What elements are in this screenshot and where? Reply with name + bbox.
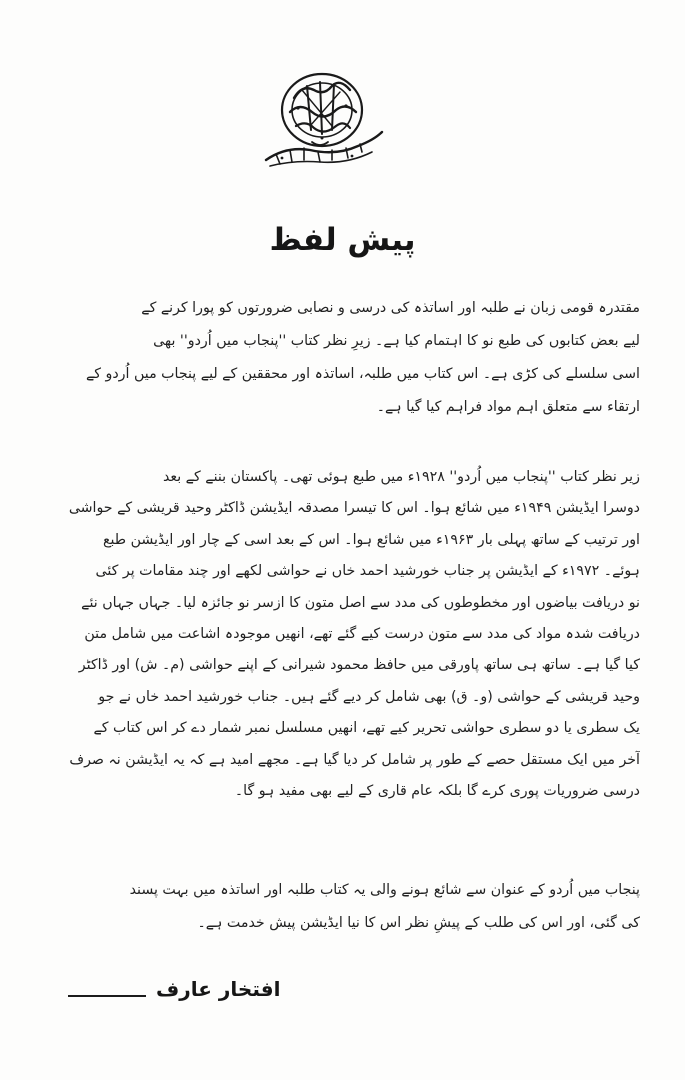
paragraph-line: نو دریافت بیاضوں اور مخطوطوں کی مدد سے اصل متون کا ازسر نو جائزہ لیا۔ جہاں جہاں نئے [81, 594, 640, 611]
paragraph-line: اسی سلسلے کی کڑی ہے۔ اس کتاب میں طلبہ، اساتذہ اور محققین کے لیے پنجاب میں اُردو کے [85, 366, 640, 382]
signature-block [68, 975, 318, 1015]
paragraph-line: اور ترتیب کے ساتھ پہلی بار ۱۹۶۳ء میں شائع ہوا۔ اس کے بعد اسی کے چار اور ایڈیشن طبع [102, 531, 640, 548]
paragraph-2 [62, 462, 640, 807]
signature-dash [68, 995, 146, 997]
calligraphic-seal-icon [252, 68, 392, 178]
paragraph-line: کیا گیا ہے۔ ساتھ ہی ساتھ پاورقی میں حافظ محمود شیرانی کے اپنے حواشی (م۔ ش) اور ڈاکٹر [78, 657, 640, 674]
page-title: پیش لفظ [269, 222, 416, 258]
paragraph-line: آخر میں ایک مستقل حصے کے طور پر شامل کر دیا گیا ہے۔ مجھے امید ہے کہ یہ ایڈیشن نہ صرف [69, 751, 640, 768]
author-signature: افتخار عارف [156, 977, 281, 1001]
paragraph-line: زیر نظر کتاب ''پنجاب میں اُردو'' ۱۹۲۸ء میں طبع ہوئی تھی۔ پاکستان بننے کے بعد [162, 469, 640, 485]
paragraph-3 [62, 874, 640, 940]
paragraph-line: وحید قریشی کے حواشی (و۔ ق) بھی شامل کر دیے گئے ہیں۔ جناب خورشید احمد خاں نے جو [98, 688, 640, 705]
paragraph-line: ارتقاء سے متعلق اہم مواد فراہم کیا گیا ہے۔ [376, 399, 640, 415]
paragraph-line: دوسرا ایڈیشن ۱۹۴۹ء میں شائع ہوا۔ اس کا تیسرا مصدقہ ایڈیشن ڈاکٹر وحید قریشی کے حواشی [68, 500, 640, 517]
paragraph-line: مقتدرہ قومی زبان نے طلبہ اور اساتذہ کی درسی و نصابی ضرورتوں کو پورا کرنے کے [141, 300, 640, 316]
paragraph-1 [62, 292, 640, 424]
paragraph-line: لیے بعض کتابوں کی طبع نو کا اہتمام کیا ہے۔ زیرِ نظر کتاب ''پنجاب میں اُردو'' بھی [153, 333, 640, 349]
paragraph-line: پنجاب میں اُردو کے عنوان سے شائع ہونے والی یہ کتاب طلبہ اور اساتذہ میں بہت پسند [129, 882, 640, 898]
paragraph-line: دریافت شدہ مواد کی مدد سے متون درست کیے گئے تھے، انھیں موجودہ اشاعت میں شامل متن [84, 626, 640, 643]
paragraph-line: کی گئی، اور اس کی طلب کے پیشِ نظر اس کا نیا ایڈیشن پیش خدمت ہے۔ [197, 915, 640, 931]
paragraph-line: ہوئے۔ ۱۹۷۲ء کے ایڈیشن پر جناب خورشید احمد خاں نے حواشی لکھے اور چند مقامات پر کئی [95, 563, 640, 580]
paragraph-line: یک سطری یا دو سطری حواشی تحریر کیے تھے، انھیں مسلسل نمبر شمار دے کر اس کتاب کے [93, 720, 640, 737]
paragraph-line: درسی ضروریات پوری کرے گا بلکہ عام قاری کے لیے بھی مفید ہو گا۔ [234, 783, 640, 800]
